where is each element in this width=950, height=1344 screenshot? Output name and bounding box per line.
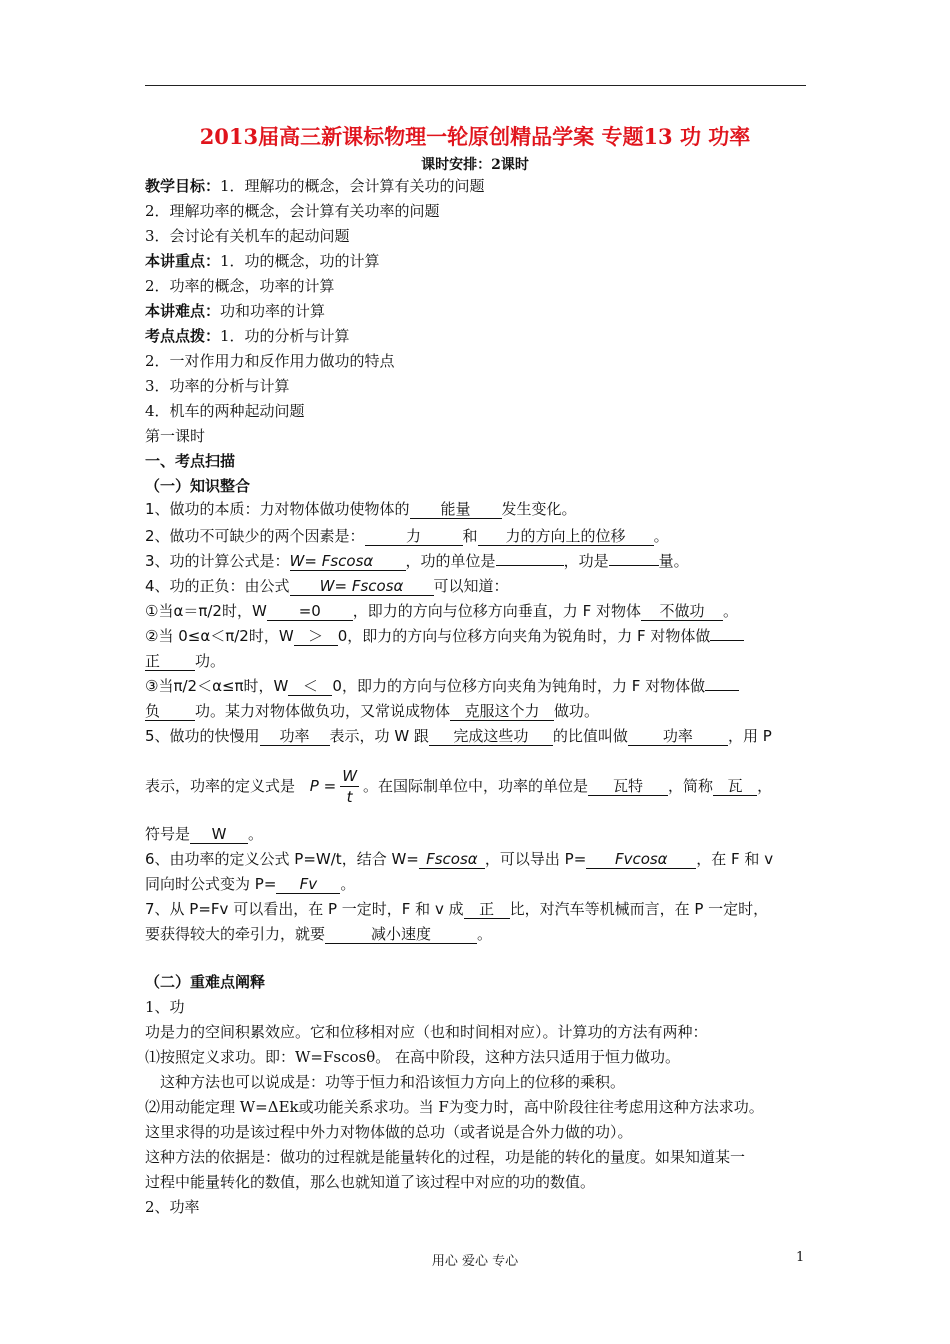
text: 的比值叫做 (552, 727, 628, 745)
text: ， (757, 777, 773, 795)
blank-answer: W (190, 825, 248, 844)
paragraph: 功是力的空间积累效应。它和位移相对应（也和时间相对应）。计算功的方法有两种： (145, 1023, 708, 1041)
text: ②当 0≤α＜π/2时，W (145, 627, 294, 645)
knowledge-line-4 (145, 576, 509, 596)
knowledge-line-16 (145, 924, 492, 944)
text: 功。 (195, 652, 226, 670)
blank-empty (710, 640, 744, 641)
blank-answer: 减小速度 (325, 925, 477, 944)
paragraph: 1、功 (145, 998, 185, 1016)
blank-answer: =0 (267, 602, 353, 621)
text: 比，对汽车等机械而言，在 P 一定时， (509, 900, 769, 918)
key-item: 2．功率的概念，功率的计算 (145, 277, 335, 295)
blank-answer: ＞ (294, 627, 338, 646)
knowledge-line-11 (145, 762, 772, 810)
lesson-label: 第一课时 (145, 427, 206, 445)
paragraph: 过程中能量转化的数值，那么也就知道了该过程中对应的功的数值。 (145, 1173, 596, 1191)
text: 5、做功的快慢用 (145, 727, 260, 745)
knowledge-line-6 (145, 626, 744, 646)
knowledge-line-15 (145, 899, 768, 919)
goals-label: 教学目标： (145, 177, 221, 195)
tip-item: 2．一对作用力和反作用力做功的特点 (145, 352, 395, 370)
text: 表示，功率的定义式是 (145, 777, 296, 795)
formula-p: P = (309, 777, 337, 795)
footer-text: 用心 爱心 专心 (431, 1254, 519, 1269)
text: 。在国际制单位中，功率的单位是 (363, 777, 589, 795)
difficult-line (145, 301, 325, 321)
difficult-text: 功和功率的计算 (220, 302, 326, 320)
text: 功。某力对物体做负功，又常说成物体 (195, 702, 451, 720)
blank-empty (496, 565, 564, 566)
key-item: 1．功的概念，功的计算 (220, 252, 380, 270)
text: ，可以导出 P= (484, 850, 587, 868)
page-number: 1 (796, 1250, 805, 1265)
knowledge-line-10 (145, 726, 772, 746)
text: ③当π/2＜α≤π时，W (145, 677, 289, 695)
text: ，在 F 和 v (696, 850, 774, 868)
knowledge-line-9 (145, 701, 599, 721)
blank-answer: 正 (464, 900, 510, 919)
text: 。 (653, 527, 669, 545)
text: 。 (722, 602, 738, 620)
blank-answer: Fscosα (419, 850, 485, 869)
document-subtitle: 课时安排：2课时 (421, 157, 529, 173)
text: 要获得较大的牵引力，就要 (145, 925, 326, 943)
key-label: 本讲重点： (145, 252, 221, 270)
text: 可以知道： (433, 577, 509, 595)
text: 2、做功不可缺少的两个因素是： (145, 527, 365, 545)
document-title: 2013届高三新课标物理一轮原创精品学案 专题13 功 功率 (199, 124, 751, 149)
power-formula-fraction (340, 766, 359, 807)
text: 做功。 (554, 702, 600, 720)
text: ①当α＝π/2时，W (145, 602, 267, 620)
text: 。 (248, 825, 264, 843)
text: 同向时公式变为 P= (145, 875, 277, 893)
goals-line (145, 176, 485, 196)
tips-label: 考点点拨： (145, 327, 221, 345)
blank-answer: 完成这些功 (429, 727, 553, 746)
text: 0，即力的方向与位移方向夹角为钝角时，力 F 对物体做 (332, 677, 706, 695)
blank-answer: W= Fscosα (290, 552, 406, 571)
text: ，功是 (563, 552, 609, 570)
paragraph: ⑴按照定义求功。即：W=Fscosθ。 在高中阶段，这种方法只适用于恒力做功。 (145, 1048, 681, 1066)
tip-item: 3．功率的分析与计算 (145, 377, 290, 395)
text: 表示，功 W 跟 (329, 727, 429, 745)
text: ，功的单位是 (405, 552, 496, 570)
tips-line (145, 326, 350, 346)
text: 4、功的正负：由公式 (145, 577, 290, 595)
blank-answer: 不做功 (641, 602, 723, 621)
blank-answer: 力 (365, 527, 463, 546)
text: 和 (462, 527, 478, 545)
blank-answer: 功率 (260, 727, 330, 746)
fraction-denominator: t (346, 788, 353, 806)
text: 量。 (658, 552, 689, 570)
paragraph: ⑵用动能定理 W=ΔEk或功能关系求功。当 F为变力时，高中阶段往往考虑用这种方法求功。 (145, 1098, 764, 1116)
paragraph: 2、功率 (145, 1198, 200, 1216)
blank-answer: 克服这个力 (450, 702, 554, 721)
text: 0，即力的方向与位移方向夹角为锐角时，力 F 对物体做 (337, 627, 711, 645)
text: 6、由功率的定义公式 P=W/t，结合 W= (145, 850, 419, 868)
paragraph: 这种方法也可以说成是：功等于恒力和沿该恒力方向上的位移的乘积。 (160, 1073, 626, 1091)
knowledge-line-2 (145, 526, 669, 546)
tip-item: 1．功的分析与计算 (220, 327, 350, 345)
paragraph: 这种方法的依据是：做功的过程就是能量转化的过程，功是能的转化的量度。如果知道某一 (145, 1148, 746, 1166)
blank-answer: 功率 (628, 727, 728, 746)
difficult-label: 本讲难点： (145, 302, 221, 320)
header-rule (145, 85, 806, 86)
text: 1、做功的本质：力对物体做功使物体的 (145, 500, 410, 518)
text: ，用 P (727, 727, 772, 745)
paragraph: 这里求得的功是该过程中外力对物体做的总功（或者说是合外力做的功）。 (145, 1123, 633, 1141)
blank-empty (609, 565, 659, 566)
text: ，简称 (668, 777, 714, 795)
text: 7、从 P=Fv 可以看出，在 P 一定时，F 和 v 成 (145, 900, 464, 918)
subsection-heading: （二）重难点阐释 (145, 973, 266, 991)
knowledge-line-12 (145, 824, 263, 844)
blank-answer: 负 (145, 702, 195, 721)
text: 。 (477, 925, 493, 943)
goal-item: 2．理解功率的概念，会计算有关功率的问题 (145, 202, 440, 220)
text: 符号是 (145, 825, 191, 843)
text: 3、功的计算公式是： (145, 552, 290, 570)
blank-answer: Fvcosα (586, 850, 696, 869)
goal-item: 3．会讨论有关机车的起动问题 (145, 227, 350, 245)
goal-item: 1．理解功的概念，会计算有关功的问题 (220, 177, 485, 195)
subsection-heading: （一）知识整合 (145, 477, 251, 495)
blank-answer: 正 (145, 652, 195, 671)
text: 发生变化。 (501, 500, 577, 518)
blank-answer: 力的方向上的位移 (478, 527, 654, 546)
knowledge-line-1 (145, 499, 577, 519)
knowledge-line-13 (145, 849, 773, 869)
tip-item: 4．机车的两种起动问题 (145, 402, 305, 420)
blank-answer: ＜ (288, 677, 332, 696)
fraction-numerator: W (342, 767, 358, 785)
knowledge-line-3 (145, 551, 689, 571)
knowledge-line-5 (145, 601, 738, 621)
section-heading: 一、考点扫描 (145, 452, 236, 470)
knowledge-line-7 (145, 651, 225, 671)
text: 。 (340, 875, 356, 893)
blank-answer: Fv (276, 875, 340, 894)
knowledge-line-8 (145, 676, 739, 696)
blank-empty (705, 690, 739, 691)
key-line (145, 251, 380, 271)
blank-answer: 瓦 (713, 777, 757, 796)
blank-answer: W= Fscosα (290, 577, 434, 596)
blank-answer: 瓦特 (588, 777, 668, 796)
blank-answer: 能量 (410, 500, 502, 519)
knowledge-line-14 (145, 874, 355, 894)
text: ，即力的方向与位移方向垂直，力 F 对物体 (352, 602, 641, 620)
